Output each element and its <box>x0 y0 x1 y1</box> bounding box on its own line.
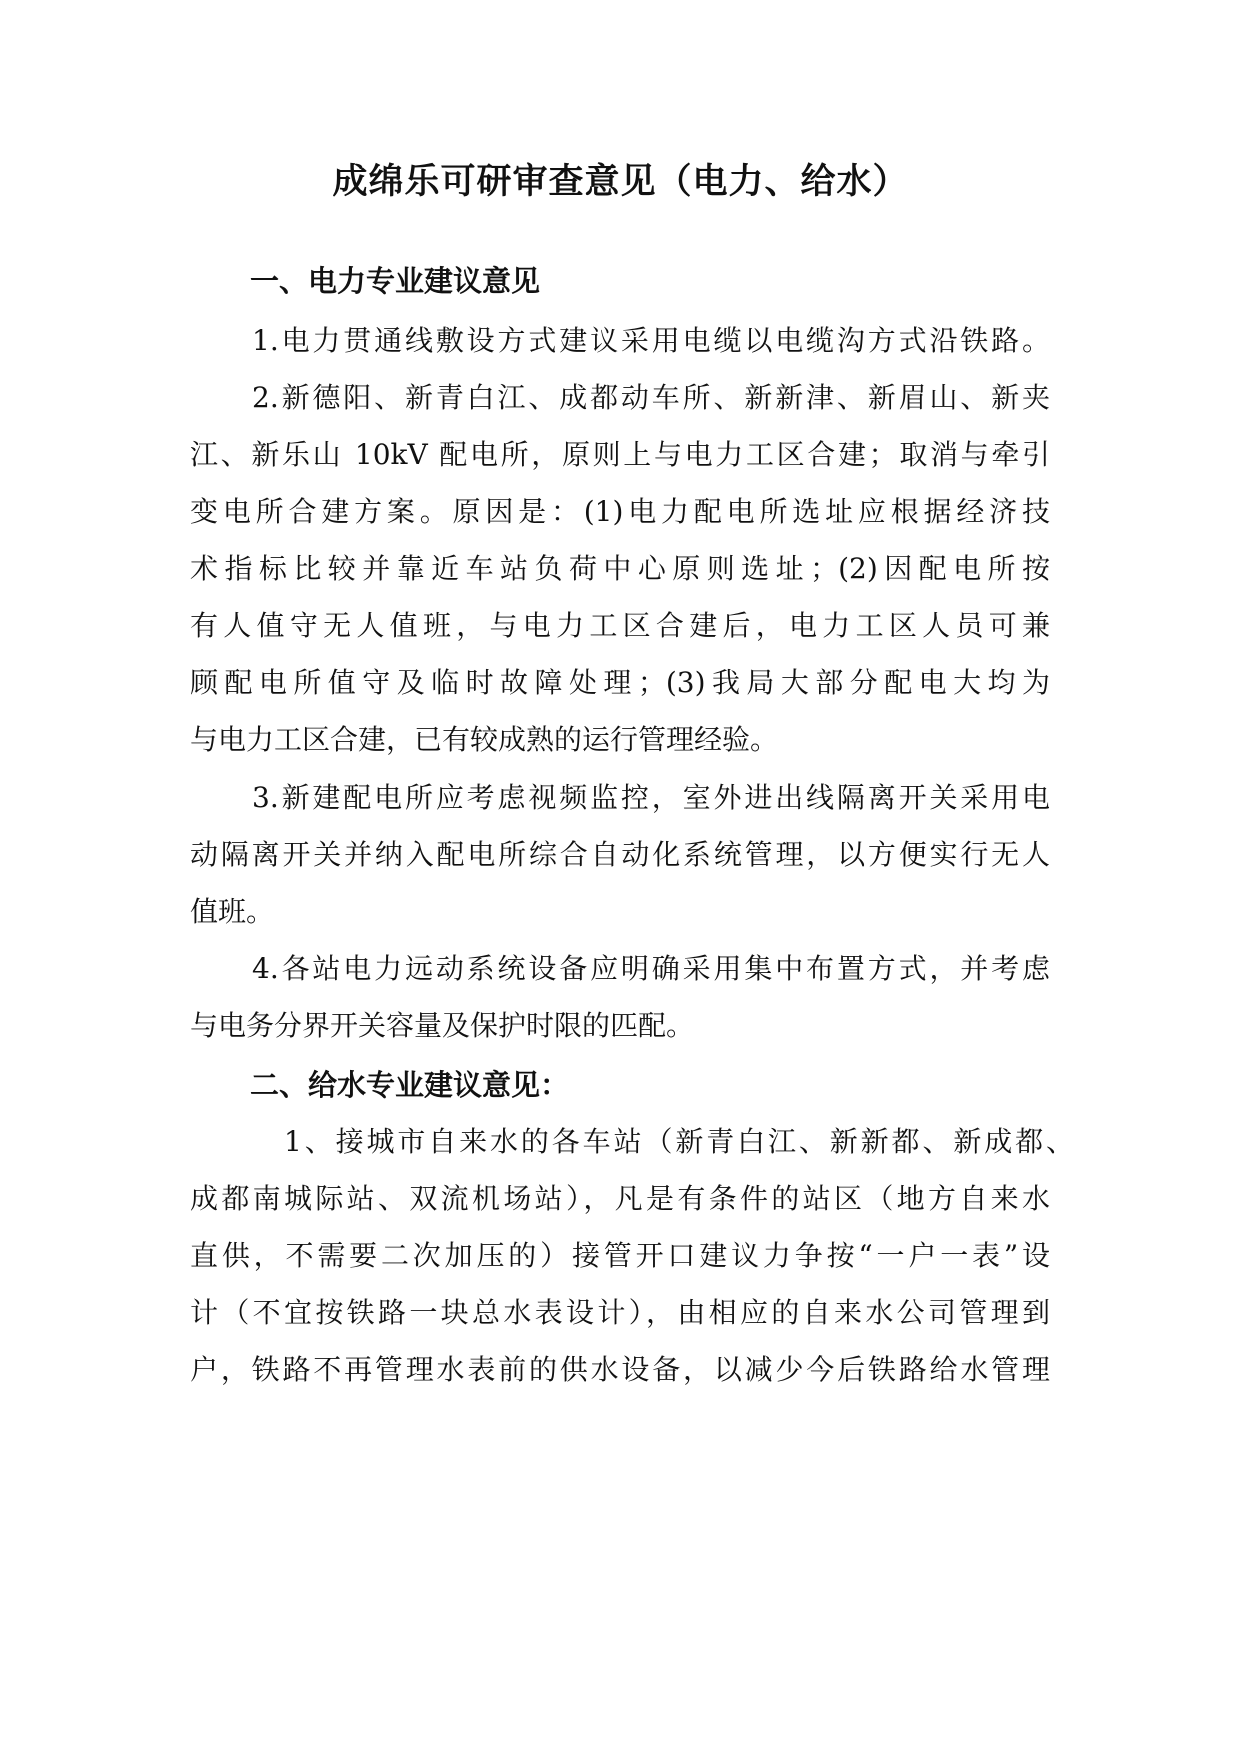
paragraph-line: 1、接城市自来水的各车站（新青白江、新新都、新成都、 <box>284 1125 1074 1158</box>
paragraph-line: 计（不宜按铁路一块总水表设计），由相应的自来水公司管理到 <box>190 1296 1050 1329</box>
paragraph-line: 4.各站电力远动系统设备应明确采用集中布置方式，并考虑 <box>252 952 1050 985</box>
paragraph-line: 顾配电所值守及临时故障处理；(3)我局大部分配电大均为 <box>190 666 1050 699</box>
paragraph-line: 1.电力贯通线敷设方式建议采用电缆以电缆沟方式沿铁路。 <box>252 324 1050 357</box>
paragraph-line: 2.新德阳、新青白江、成都动车所、新新津、新眉山、新夹 <box>252 381 1050 414</box>
document-title: 成绵乐可研审查意见（电力、给水） <box>332 162 909 202</box>
paragraph-line: 与电力工区合建，已有较成熟的运行管理经验。 <box>190 723 779 756</box>
paragraph-line: 成都南城际站、双流机场站），凡是有条件的站区（地方自来水 <box>190 1182 1050 1215</box>
paragraph-line: 术指标比较并靠近车站负荷中心原则选址；(2)因配电所按 <box>190 552 1050 585</box>
paragraph-line: 户，铁路不再管理水表前的供水设备，以减少今后铁路给水管理 <box>190 1353 1050 1386</box>
paragraph-line: 值班。 <box>190 895 275 928</box>
paragraph-line: 3.新建配电所应考虑视频监控，室外进出线隔离开关采用电 <box>252 781 1050 814</box>
paragraph-line: 与电务分界开关容量及保护时限的匹配。 <box>190 1009 695 1042</box>
paragraph-line: 有人值守无人值班，与电力工区合建后，电力工区人员可兼 <box>190 609 1050 642</box>
section-heading-power: 一、电力专业建议意见 <box>250 264 541 298</box>
paragraph-line: 直供，不需要二次加压的）接管开口建议力争按“一户一表”设 <box>190 1239 1050 1272</box>
section-heading-water: 二、给水专业建议意见： <box>250 1068 570 1102</box>
paragraph-line: 动隔离开关并纳入配电所综合自动化系统管理，以方便实行无人 <box>190 838 1050 871</box>
paragraph-line: 变电所合建方案。原因是：(1)电力配电所选址应根据经济技 <box>190 495 1050 528</box>
paragraph-line: 江、新乐山 10kV 配电所，原则上与电力工区合建；取消与牵引 <box>190 438 1050 471</box>
